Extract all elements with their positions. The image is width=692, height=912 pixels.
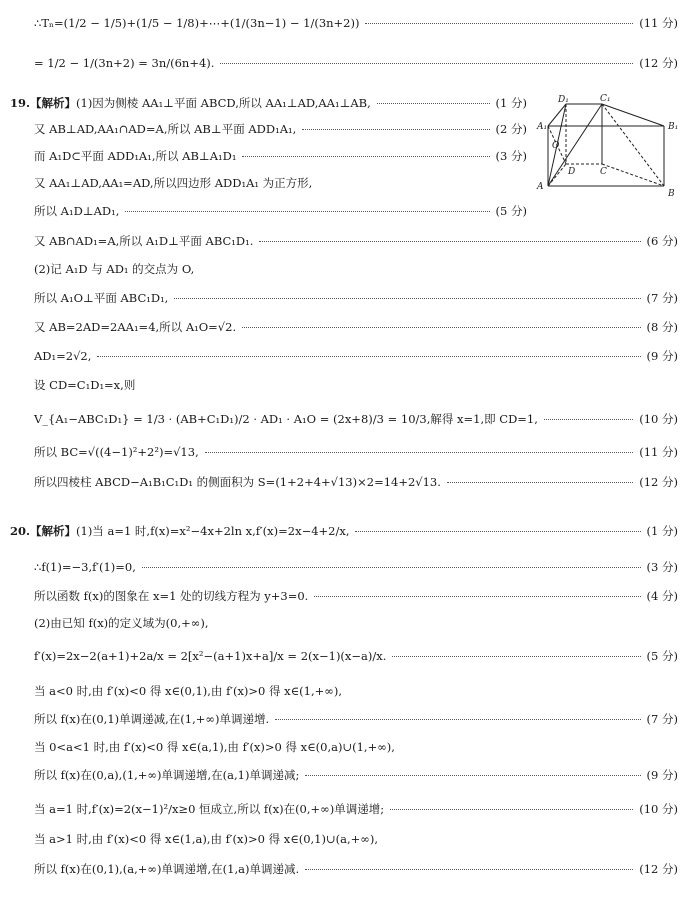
leader-dots — [97, 355, 640, 357]
line-text: 所以 f(x)在(0,a),(1,+∞)单调递增,在(a,1)单调递减; — [34, 768, 300, 782]
leader-dots — [377, 102, 490, 104]
vertex-label: O — [552, 141, 560, 151]
line-text: 所以 f(x)在(0,1),(a,+∞)单调递增,在(1,a)单调递减. — [34, 862, 300, 876]
solution-line — [10, 520, 678, 542]
line-text: V_{A₁−ABC₁D₁} = 1/3 · (AB+C₁D₁)/2 · AD₁ · A₁O = (2x+8)/3 = 10/3,解得 x=1,即 CD=1, — [34, 412, 538, 426]
vertex-label: A — [537, 182, 544, 192]
solution-line — [34, 200, 527, 222]
vertex-label: B — [668, 189, 675, 199]
solution-line — [10, 92, 527, 114]
leader-dots — [314, 595, 640, 597]
line-text: (2)记 A₁D 与 AD₁ 的交点为 O, — [34, 262, 195, 276]
solution-line — [34, 52, 678, 74]
score-label: (4 分) — [646, 589, 678, 603]
leader-dots — [365, 22, 633, 24]
solution-line — [34, 612, 678, 634]
line-text: 又 AB⊥AD,AA₁∩AD=A,所以 AB⊥平面 ADD₁A₁, — [34, 122, 297, 136]
solution-line — [34, 471, 678, 493]
solution-line — [34, 172, 527, 194]
line-text: 所以 A₁D⊥AD₁, — [34, 204, 120, 218]
solution-line — [34, 736, 678, 758]
solution-line — [34, 764, 678, 786]
score-label: (7 分) — [646, 291, 678, 305]
line-text: 所以函数 f(x)的图象在 x=1 处的切线方程为 y+3=0. — [34, 589, 309, 603]
leader-dots — [305, 868, 633, 870]
line-text: (1)因为侧棱 AA₁⊥平面 ABCD,所以 AA₁⊥AD,AA₁⊥AB, — [76, 96, 371, 110]
solution-line — [34, 145, 527, 167]
line-text: (2)由已知 f(x)的定义域为(0,+∞), — [34, 616, 209, 630]
solution-line — [34, 858, 678, 880]
score-label: (1 分) — [646, 524, 678, 538]
score-label: (6 分) — [646, 234, 678, 248]
leader-dots — [142, 566, 641, 568]
leader-dots — [305, 774, 640, 776]
line-text: 所以 BC=√((4−1)²+2²)=√13, — [34, 445, 199, 459]
solution-line — [34, 645, 678, 667]
score-label: (3 分) — [495, 149, 527, 163]
line-text: f′(x)=2x−2(a+1)+2a/x = 2[x²−(a+1)x+a]/x = 2(x−1)(x−a)/x. — [34, 649, 387, 663]
analysis-tag: 【解析】 — [30, 96, 77, 110]
leader-dots — [205, 451, 634, 453]
line-text: 所以 A₁O⊥平面 ABC₁D₁, — [34, 291, 169, 305]
solution-line — [34, 118, 527, 140]
leader-dots — [544, 418, 633, 420]
leader-dots — [242, 155, 489, 157]
score-label: (7 分) — [646, 712, 678, 726]
leader-dots — [242, 326, 640, 328]
leader-dots — [355, 530, 640, 532]
line-text: (1)当 a=1 时,f(x)=x²−4x+2ln x,f′(x)=2x−4+2/x, — [76, 524, 350, 538]
line-text: 当 a>1 时,由 f′(x)<0 得 x∈(1,a),由 f′(x)>0 得 x∈(0,1)∪(a,+∞), — [34, 832, 378, 846]
solution-line — [34, 316, 678, 338]
score-label: (12 分) — [639, 862, 678, 876]
score-label: (11 分) — [639, 16, 678, 30]
score-label: (10 分) — [639, 412, 678, 426]
score-label: (9 分) — [646, 768, 678, 782]
vertex-label: D — [568, 167, 576, 177]
line-text: 当 0<a<1 时,由 f′(x)<0 得 x∈(a,1),由 f′(x)>0 得 x∈(0,a)∪(1,+∞), — [34, 740, 395, 754]
score-label: (5 分) — [495, 204, 527, 218]
line-text: ∴Tₙ=(1/2 − 1/5)+(1/5 − 1/8)+⋯+(1/(3n−1) − 1/(3n+2)) — [34, 16, 360, 30]
line-text: 又 AB=2AD=2AA₁=4,所以 A₁O=√2. — [34, 320, 237, 334]
solution-line — [34, 374, 678, 396]
question-number: 20. — [10, 524, 31, 538]
leader-dots — [447, 481, 633, 483]
analysis-tag: 【解析】 — [30, 524, 77, 538]
line-text: 当 a<0 时,由 f′(x)<0 得 x∈(0,1),由 f′(x)>0 得 x∈(1,+∞), — [34, 684, 342, 698]
leader-dots — [220, 62, 633, 64]
score-label: (5 分) — [646, 649, 678, 663]
score-label: (12 分) — [639, 475, 678, 489]
line-text: 当 a=1 时,f′(x)=2(x−1)²/x≥0 恒成立,所以 f(x)在(0,+∞)单调递增; — [34, 802, 385, 816]
solution-line — [34, 441, 678, 463]
vertex-label: C — [600, 167, 607, 177]
leader-dots — [174, 297, 640, 299]
solution-line — [34, 12, 678, 34]
vertex-label: D₁ — [558, 95, 569, 105]
line-text: 又 AB∩AD₁=A,所以 A₁D⊥平面 ABC₁D₁. — [34, 234, 254, 248]
question-number: 19. — [10, 96, 31, 110]
leader-dots — [259, 240, 640, 242]
leader-dots — [125, 210, 489, 212]
vertex-label: B₁ — [668, 122, 679, 132]
leader-dots — [392, 655, 640, 657]
score-label: (9 分) — [646, 349, 678, 363]
solution-line — [34, 408, 678, 430]
line-text: 设 CD=C₁D₁=x,则 — [34, 378, 136, 392]
prism-figure — [534, 92, 686, 204]
solution-line — [34, 798, 678, 820]
score-label: (11 分) — [639, 445, 678, 459]
score-label: (8 分) — [646, 320, 678, 334]
solution-line — [34, 828, 678, 850]
score-label: (10 分) — [639, 802, 678, 816]
line-text: 所以 f(x)在(0,1)单调递减,在(1,+∞)单调递增. — [34, 712, 270, 726]
solution-line — [34, 258, 678, 280]
line-text: 又 AA₁⊥AD,AA₁=AD,所以四边形 ADD₁A₁ 为正方形, — [34, 176, 313, 190]
leader-dots — [275, 718, 640, 720]
leader-dots — [390, 808, 633, 810]
solution-line — [34, 680, 678, 702]
line-text: AD₁=2√2, — [34, 349, 92, 363]
vertex-label: C₁ — [600, 94, 611, 104]
solution-line — [34, 230, 678, 252]
line-text: 而 A₁D⊂平面 ADD₁A₁,所以 AB⊥A₁D₁ — [34, 149, 237, 163]
leader-dots — [302, 128, 489, 130]
line-text: 所以四棱柱 ABCD−A₁B₁C₁D₁ 的侧面积为 S=(1+2+4+√13)×2=14+2√13. — [34, 475, 441, 489]
line-text: = 1/2 − 1/(3n+2) = 3n/(6n+4). — [34, 56, 215, 70]
solution-line — [34, 708, 678, 730]
solution-line — [34, 345, 678, 367]
solution-line — [34, 556, 678, 578]
vertex-label: A₁ — [537, 122, 548, 132]
solution-line — [34, 585, 678, 607]
solution-line — [34, 287, 678, 309]
score-label: (3 分) — [646, 560, 678, 574]
score-label: (12 分) — [639, 56, 678, 70]
line-text: ∴f(1)=−3,f′(1)=0, — [34, 560, 136, 574]
score-label: (1 分) — [495, 96, 527, 110]
score-label: (2 分) — [495, 122, 527, 136]
